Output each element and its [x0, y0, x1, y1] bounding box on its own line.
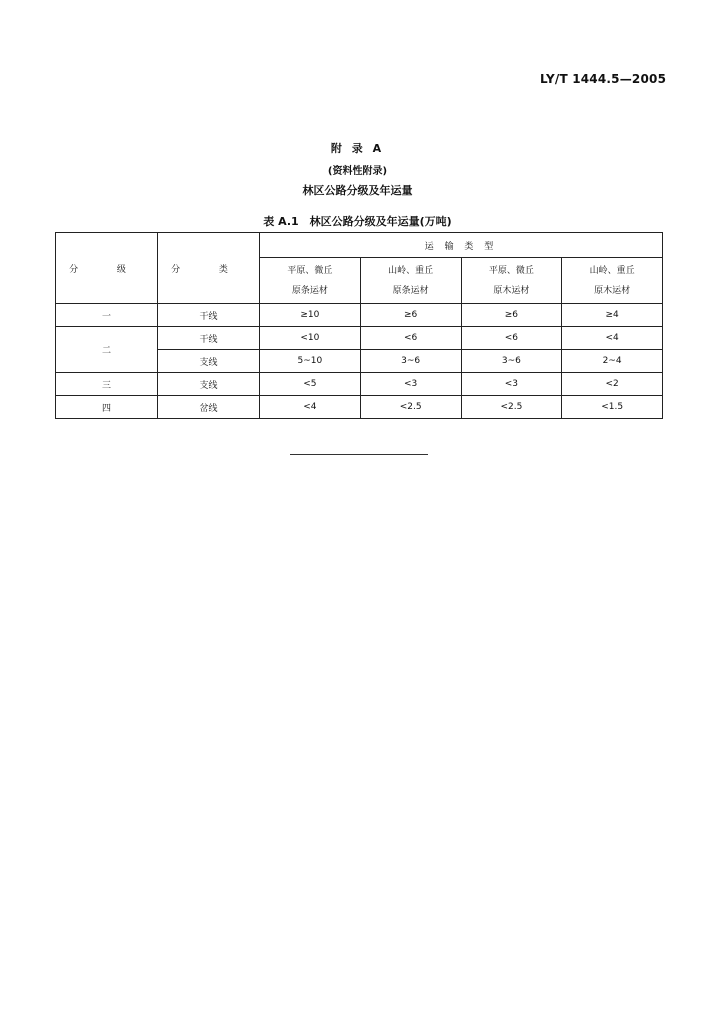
value-cell: <4	[260, 396, 361, 419]
value-cell: <6	[360, 327, 461, 350]
table-row	[56, 396, 663, 419]
subheader-cell: 山岭、重丘 原木运材	[562, 258, 663, 304]
appendix-type: (资料性附录)	[327, 166, 388, 177]
value-cell: <6	[461, 327, 562, 350]
value-cell: ≥4	[562, 304, 663, 327]
value-cell: <2	[562, 373, 663, 396]
road-classification-table	[55, 232, 663, 419]
subheader-cell: 平原、微丘 原条运材	[260, 258, 361, 304]
value-cell: <2.5	[360, 396, 461, 419]
end-rule	[290, 454, 428, 455]
value-cell: <5	[260, 373, 361, 396]
value-cell: 5~10	[260, 350, 361, 373]
value-cell: 3~6	[360, 350, 461, 373]
class-cell: 支线	[158, 350, 260, 373]
subheader-cell: 山岭、重丘 原条运材	[360, 258, 461, 304]
appendix-heading: 林区公路分级及年运量	[302, 184, 413, 197]
value-cell: ≥6	[461, 304, 562, 327]
table-row	[56, 304, 663, 327]
grade-cell: 一	[56, 304, 158, 327]
value-cell: 3~6	[461, 350, 562, 373]
table-caption: 表 A.1 林区公路分级及年运量(万吨)	[263, 215, 452, 228]
appendix-title: 附 录 A	[330, 142, 385, 155]
value-cell: <2.5	[461, 396, 562, 419]
class-cell: 干线	[158, 327, 260, 350]
value-cell: ≥6	[360, 304, 461, 327]
value-cell: <3	[360, 373, 461, 396]
table-row	[56, 373, 663, 396]
value-cell: 2~4	[562, 350, 663, 373]
class-cell: 干线	[158, 304, 260, 327]
class-cell: 岔线	[158, 396, 260, 419]
value-cell: <4	[562, 327, 663, 350]
value-cell: <1.5	[562, 396, 663, 419]
class-cell: 支线	[158, 373, 260, 396]
grade-header: 分 级	[56, 233, 158, 304]
value-cell: ≥10	[260, 304, 361, 327]
grade-cell: 二	[56, 327, 158, 373]
subheader-cell: 平原、微丘 原木运材	[461, 258, 562, 304]
value-cell: <10	[260, 327, 361, 350]
grade-cell: 三	[56, 373, 158, 396]
table-row	[56, 327, 663, 350]
standard-number: LY/T 1444.5—2005	[540, 72, 667, 86]
class-header: 分 类	[158, 233, 260, 304]
transport-type-header: 运 输 类 型	[260, 233, 663, 258]
value-cell: <3	[461, 373, 562, 396]
grade-cell: 四	[56, 396, 158, 419]
